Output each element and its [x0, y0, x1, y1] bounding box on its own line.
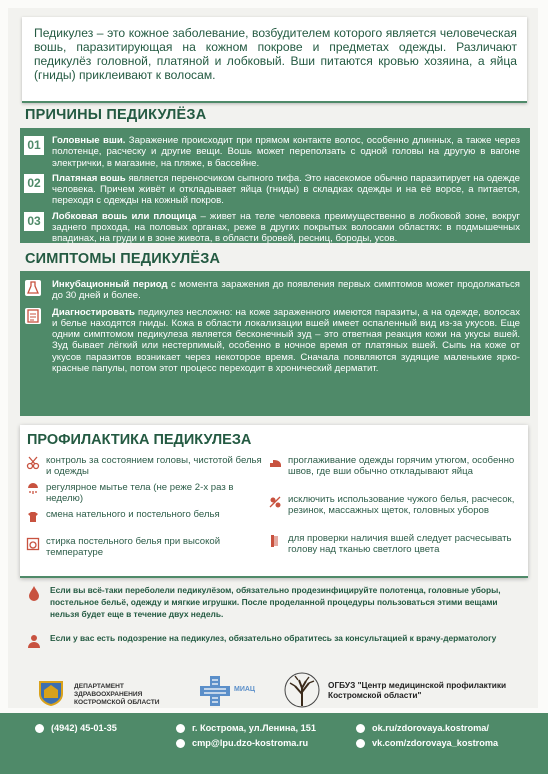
phone-icon: [35, 724, 44, 733]
cause-text: – живет на теле человека преимущественно в лобковой зоне, вокруг заднего прохода, на половых органах, реже в других покрытых волосами областях: в подмышечных впадинах, на груди и в зоне живота, в области бровей, ресниц, бороды, усов.: [52, 210, 520, 245]
prophylaxis-item: [266, 455, 521, 491]
cause-item-body-lice: [27, 172, 520, 207]
causes-heading: ПРИЧИНЫ ПЕДИКУЛЁЗА: [25, 107, 207, 123]
prophylaxis-item: [266, 533, 521, 569]
phone-text: (4942) 45-01-35: [51, 723, 117, 733]
cause-number: 02: [24, 174, 44, 193]
symptoms-heading: СИМПТОМЫ ПЕДИКУЛЁЗА: [25, 251, 221, 267]
intro-box: [22, 17, 527, 103]
comb-icon: [268, 534, 282, 548]
symptoms-panel: [20, 271, 530, 416]
prophylaxis-item: [24, 509, 264, 533]
disinfection-note: [24, 584, 504, 620]
prophylaxis-heading: ПРОФИЛАКТИКА ПЕДИКУЛЕЗА: [27, 432, 252, 448]
prophylaxis-text: регулярное мытье тела (не реже 2-х раз в неделю): [46, 482, 234, 504]
ok-link-text: ok.ru/zdorovaya.kostroma/: [372, 723, 489, 733]
cause-number: 03: [24, 212, 44, 231]
dept-logo-text: ДЕПАРТАМЕНТ ЗДРАВООХРАНЕНИЯ КОСТРОМСКОЙ ОБЛАСТИ: [74, 683, 160, 706]
scissors-icon: [26, 456, 40, 470]
cause-number: 01: [24, 136, 44, 155]
footer-email[interactable]: [176, 738, 308, 748]
footer: [0, 713, 548, 774]
shower-icon: [26, 483, 40, 497]
address-text: г. Кострома, ул.Ленина, 151: [192, 723, 316, 733]
prophylaxis-item: [266, 494, 521, 530]
tree-logo: [284, 672, 320, 715]
intro-text: Педикулез – это кожное заболевание, возбудителем которого является человеческая вошь, паразитирующая на кожном покрове и предметах одежды. Различают педикулёз головной, платяной и лобковый. Вши питаются кровью хозяина, а яйца (гниды) приклеивают к волосам.: [34, 26, 517, 82]
washing-machine-icon: [26, 537, 40, 551]
prophylaxis-text: для проверки наличия вшей следует расчесывать голову над тканью светлого цвета: [288, 533, 512, 555]
prophylaxis-text: смена нательного и постельного белья: [46, 509, 220, 520]
symptom-text: педикулез несложно: на коже зараженного имеются паразиты, а на одежде, волосах и белье находятся гниды. Кожа в области локализации вшей имеет оспаленный вид из-за укусов. Еще одним симптомом педикулеза является бесконечный зуд – это ответная реакция кожи на укусы вшей. Зуд бывает лёгкий или нестерпимый, особенно в ночное время от платяных вшей. Сыпь на коже от укусов паразитов возникает через некоторое время. Сначала появляются зудящие маленькие ярко-красные папулы, потом этот процесс переходит в хронический дерматит.: [52, 306, 520, 375]
laundry-icon: [26, 510, 40, 524]
flask-icon: [25, 280, 41, 296]
footer-vk-link[interactable]: [356, 738, 498, 748]
footer-ok-link[interactable]: [356, 723, 489, 733]
disinfection-text: Если вы всё-таки переболели педикулёзом, обязательно продезинфицируйте полотенца, головные уборы, постельное бельё, одежду и мягкие игрушки. После проделанной процедуры пользоваться этими вещами нельзя будет еще в течение двух недель.: [50, 585, 501, 619]
symptom-text: с момента заражения до появления первых симптомов может продолжаться до 30 дней и более.: [52, 279, 520, 302]
prophylaxis-box: [20, 425, 528, 578]
symptom-term: Инкубационный период: [52, 279, 168, 290]
vk-link-text: vk.com/zdorovaya_kostroma: [372, 738, 499, 748]
logos-row: [22, 664, 527, 714]
prophylaxis-right-column: [266, 455, 521, 569]
doctor-icon: [26, 633, 42, 649]
location-icon: [176, 724, 185, 733]
iron-icon: [268, 456, 282, 470]
prophylaxis-left-column: [24, 455, 264, 560]
cause-text: Заражение происходит при прямом контакте волос, особенно длинных, а также через полотенце, расческу и другие вещи. Вошь может переползать с одной головы на другую в вагоне электрички, в магазине, на пляже, в бассейне.: [52, 135, 520, 169]
prophylaxis-item: [24, 482, 264, 506]
cause-term: Лобковая вошь или площица: [52, 210, 197, 222]
cause-term: Головные вши.: [52, 135, 126, 146]
symptom-item-diagnosis: [52, 307, 520, 375]
vk-icon: [356, 739, 365, 748]
prophylaxis-item: [24, 455, 264, 479]
center-logo-text: ОГБУЗ "Центр медицинской профилактики Костромской области": [328, 680, 507, 700]
odnoklassniki-icon: [356, 724, 365, 733]
checklist-icon: [25, 308, 41, 324]
symptom-term: Диагностировать: [52, 306, 135, 318]
doctor-note: [24, 632, 504, 644]
footer-address: [176, 723, 316, 733]
cause-text: является переносчиком сыпного тифа. Это насекомое обычно паразитирует на одежде человека. Причем живёт и откладывает яйца (гниды) в складках одежды и на её ворсе, а питается, переходя с одежды на кожный покров.: [52, 172, 520, 207]
prophylaxis-text: контроль за состоянием головы, чистотой белья и одежды: [46, 455, 262, 477]
prophylaxis-item: [24, 536, 264, 560]
footer-phone[interactable]: [35, 723, 117, 733]
miac-logo-text: МИАЦ: [234, 686, 256, 693]
email-text: cmp@lpu.dzo-kostroma.ru: [192, 738, 309, 748]
miac-logo: [198, 674, 232, 713]
prophylaxis-text: проглаживание одежды горячим утюгом, особенно швов, где вши обычно откладывают яйца: [288, 455, 515, 477]
cause-term: Платяная вошь: [52, 172, 126, 184]
drop-icon: [26, 585, 42, 601]
doctor-text: Если у вас есть подозрение на педикулез, обязательно обратитесь за консультацией к врачу-дерматологу: [50, 633, 497, 643]
cause-item-pubic-lice: [27, 210, 520, 245]
causes-panel: [20, 128, 530, 243]
email-icon: [176, 739, 185, 748]
prophylaxis-text: исключить использование чужого белья, расчесок, резинок, массажных щеток, головных уборов: [288, 494, 515, 516]
prophylaxis-text: стирка постельного белья при высокой температуре: [46, 536, 221, 558]
symptom-item-incubation: [52, 279, 520, 302]
cause-item-head-lice: [27, 135, 520, 169]
coat-of-arms-logo: [36, 676, 66, 711]
comb-no-icon: [268, 495, 282, 509]
